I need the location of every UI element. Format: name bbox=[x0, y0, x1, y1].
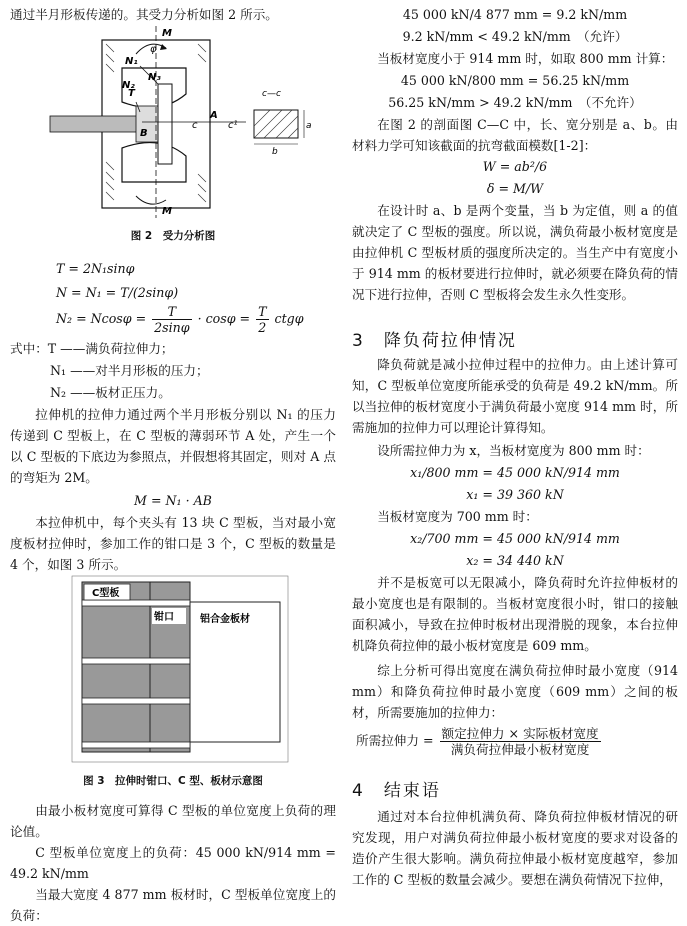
where-line-2: N₁ ——对半月形板的压力； bbox=[50, 363, 209, 378]
fig2-label-M-bottom: M bbox=[162, 206, 172, 217]
fig2-label-M-top: M bbox=[162, 28, 172, 39]
paragraph-c-plates: 本拉伸机中，每个夹头有 13 块 C 型板，当对最小宽度板材拉伸时，参加工作的钳口是 3 个，C 型板的数量是 4 个，如图 3 所示。 bbox=[10, 515, 336, 572]
eq3-end: ctgφ bbox=[274, 311, 304, 326]
lower-half-moon-plate bbox=[122, 143, 186, 182]
equation-7: 45 000 kN/800 mm = 56.25 kN/mm bbox=[400, 73, 630, 88]
equation-13: x₂/700 mm = 45 000 kN/914 mm bbox=[410, 531, 620, 546]
where-line-1: 式中：T ——满负荷拉伸力； bbox=[10, 341, 174, 356]
section-rectangle bbox=[254, 110, 298, 138]
intro-text: 通过半月形板传递的。其受力分析如图 2 所示。 bbox=[10, 7, 278, 22]
figure-2-force-diagram bbox=[10, 24, 336, 220]
paragraph-minimum-width: 并不是板宽可以无限减小，降负荷时允许拉伸板材的最小宽度也是有限制的。当板材宽度很小时，钳口的接触面积减小，导致在拉伸时板材出现滑脱的现象，本台拉伸机降负荷拉伸的最小板材宽度是 609 mm。 bbox=[352, 575, 678, 653]
paragraph-conclusion: 通过对本台拉伸机满负荷、降负荷拉伸板材情况的研究发现，用户对满负荷拉伸最小板材宽度的要求对设备的造价产生很大影响。满负荷拉伸最小板材宽度越窄，参加工作的 C 型板的数量会减少。要想在满负荷情况下拉伸， bbox=[352, 809, 678, 887]
fig2-label-N2: N₂ bbox=[122, 80, 135, 91]
equation-3 bbox=[56, 304, 304, 335]
eq15-lhs: 所需拉伸力 = bbox=[356, 733, 434, 748]
fig2-label-T: T bbox=[128, 88, 135, 99]
fig3-label-plate: 铝合金板材 bbox=[200, 614, 250, 625]
fig2-label-b: b bbox=[272, 147, 278, 157]
paragraph-design: 在设计时 a、b 是两个变量，当 b 为定值，则 a 的值就决定了 C 型板的强度。所以说，满负荷最小板材宽度是由拉伸机 C 型板材质的强度所决定的。当生产中有宽度小于 914 mm 的板材要进行拉伸时，就必须要在降负荷的情况下进行拉伸，否则 C 型板将会发生永久性变形。 bbox=[352, 203, 678, 302]
paragraph-assume-x: 设所需拉伸力为 x，当板材宽度为 800 mm 时： bbox=[377, 443, 650, 458]
fig2-label-N1: N₁ bbox=[125, 56, 138, 67]
paragraph-unit-load: C 型板单位宽度上的负荷：45 000 kN/914 mm = 49.2 kN/mm bbox=[10, 845, 336, 881]
paragraph-reduced-load: 降负荷就是减小拉伸过程中的拉伸力。由上述计算可知，C 型板单位宽度所能承受的负荷是 49.2 kN/mm。所以当拉伸的板材宽度小于满负荷最小宽度 914 mm 时，所需施加的拉伸力可以理论计算得知。 bbox=[352, 357, 678, 435]
equation-4: M = N₁ · AB bbox=[134, 493, 212, 508]
equation-10: δ = M/W bbox=[486, 181, 544, 196]
fig3-label-c-plate: C型板 bbox=[92, 588, 120, 599]
fig2-label-a: a bbox=[306, 121, 312, 131]
paragraph-pull-force: 拉伸机的拉伸力通过两个半月形板分别以 N₁ 的压力传递到 C 型板上，在 C 型板的薄弱环节 A 处，产生一个以 C 型板的下底边为参照点，并假想将其固定，则对 A 点的弯矩为 2M。 bbox=[10, 407, 336, 485]
paragraph-theoretical-load: 由最小板材宽度可算得 C 型板的单位宽度上负荷的理论值。 bbox=[10, 803, 336, 839]
fig2-label-A: A bbox=[210, 110, 218, 121]
fig2-label-section: c—c bbox=[262, 89, 281, 99]
equation-6: 9.2 kN/mm < 49.2 kN/mm （允许） bbox=[402, 29, 628, 44]
where-line-3: N₂ ——板材正压力。 bbox=[50, 385, 171, 400]
equation-5: 45 000 kN/4 877 mm = 9.2 kN/mm bbox=[402, 7, 628, 22]
fig2-label-phi: φ bbox=[150, 44, 157, 55]
equation-11: x₁/800 mm = 45 000 kN/914 mm bbox=[410, 465, 620, 480]
figure-3-caption: 图 3 拉伸时钳口、C 型、板材示意图 bbox=[83, 775, 263, 787]
paragraph-summary: 综上分析可得出宽度在满负荷拉伸时最小宽度（914 mm）和降负荷拉伸时最小宽度（609 mm）之间的板材，所需要施加的拉伸力： bbox=[352, 663, 678, 720]
eq3-lhs: N₂ = Ncosφ = bbox=[56, 311, 147, 326]
section-3-heading: 3 降负荷拉伸情况 bbox=[352, 331, 517, 351]
equation-2: N = N₁ = T/(2sinφ) bbox=[56, 285, 179, 300]
paragraph-section-modulus: 在图 2 的剖面图 C—C 中，长、宽分别是 a、b。由材料力学可知该截面的抗弯截面模数[1-2]： bbox=[352, 117, 678, 153]
eq3-fraction-1: $\frac{T}{2\sin\varphi}$ bbox=[154, 304, 190, 335]
pull-rod bbox=[50, 116, 142, 132]
equation-9: W = ab²/6 bbox=[482, 159, 548, 174]
equation-8: 56.25 kN/mm > 49.2 kN/mm （不允许） bbox=[388, 95, 642, 110]
eq3-fraction-2: $\frac{T}{2}$ bbox=[258, 304, 267, 335]
fig2-label-N3: N₃ bbox=[148, 72, 161, 83]
equation-14: x₂ = 34 440 kN bbox=[466, 553, 564, 568]
fig3-label-jaw: 钳口 bbox=[154, 612, 174, 623]
fig2-label-c1: c¹ bbox=[228, 120, 238, 131]
figure-3-jaw-diagram bbox=[70, 574, 290, 764]
section-4-heading: 4 结束语 bbox=[352, 781, 441, 801]
figure-2-caption: 图 2 受力分析图 bbox=[130, 230, 216, 242]
eq3-mid: · cosφ = bbox=[197, 311, 251, 326]
fig2-label-B: B bbox=[140, 128, 148, 139]
equation-15 bbox=[356, 726, 603, 757]
fig2-label-c: c bbox=[192, 120, 198, 131]
eq15-fraction: $\frac{\text{额定拉伸力 × 实际板材宽度}}{\text{满负荷拉伸最小板材宽度}}$ bbox=[441, 726, 599, 757]
equation-12: x₁ = 39 360 kN bbox=[466, 487, 564, 502]
equation-1: T = 2N₁sinφ bbox=[56, 261, 135, 276]
paragraph-700mm: 当板材宽度为 700 mm 时： bbox=[377, 509, 538, 524]
paragraph-max-width: 当最大宽度 4 877 mm 板材时，C 型板单位宽度上的负荷： bbox=[10, 887, 336, 923]
paragraph-800mm: 当板材宽度小于 914 mm 时，如取 800 mm 计算： bbox=[377, 51, 674, 66]
